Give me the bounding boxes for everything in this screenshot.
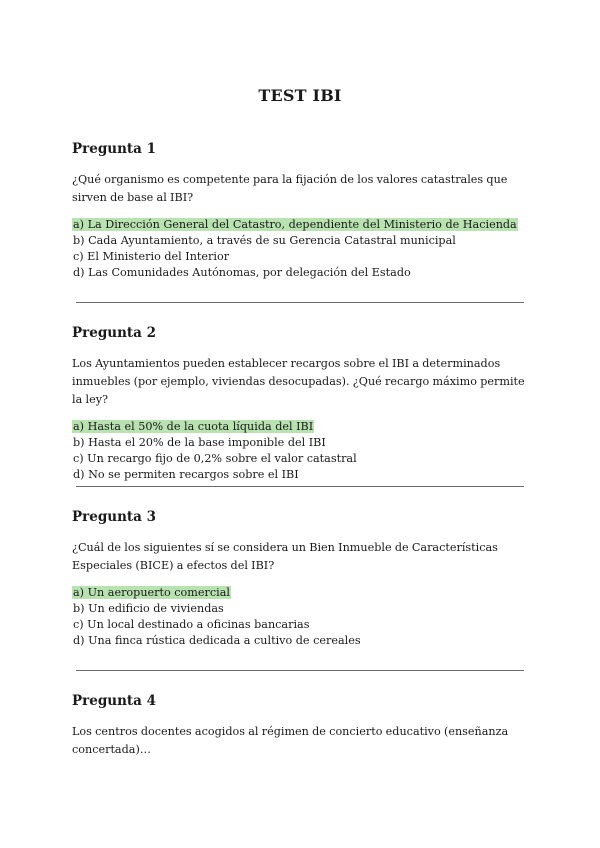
option-label: b) Un edificio de viviendas — [73, 602, 224, 615]
section-divider — [76, 486, 524, 487]
question-heading: Pregunta 4 — [72, 693, 156, 709]
question-4 — [72, 692, 528, 759]
question-1 — [72, 140, 528, 281]
option-c — [72, 617, 528, 633]
option-label: d) No se permiten recargos sobre el IBI — [73, 468, 299, 481]
question-3 — [72, 508, 528, 649]
option-label: b) Hasta el 20% de la base imponible del IBI — [73, 436, 326, 449]
option-a — [72, 585, 528, 601]
question-2 — [72, 324, 528, 483]
question-heading: Pregunta 2 — [72, 325, 156, 341]
option-c — [72, 451, 528, 467]
question-text: Los Ayuntamientos pueden establecer recargos sobre el IBI a determinados inmuebles (por ejemplo, viviendas desocupadas). ¿Qué recargo máximo permite la ley? — [72, 357, 525, 406]
question-text: ¿Cuál de los siguientes sí se considera un Bien Inmueble de Características Especiales (BICE) a efectos del IBI? — [72, 541, 498, 572]
option-b — [72, 233, 528, 249]
option-label: d) Una finca rústica dedicada a cultivo de cereales — [73, 634, 361, 647]
option-label: a) Un aeropuerto comercial — [73, 586, 230, 599]
page-title: TEST IBI — [258, 86, 342, 105]
option-b — [72, 601, 528, 617]
option-label: a) La Dirección General del Catastro, dependiente del Ministerio de Hacienda — [73, 218, 517, 231]
option-a — [72, 217, 528, 233]
section-divider — [76, 302, 524, 303]
option-label: c) Un local destinado a oficinas bancarias — [73, 618, 310, 631]
question-text: ¿Qué organismo es competente para la fijación de los valores catastrales que sirven de base al IBI? — [72, 173, 508, 204]
question-heading: Pregunta 3 — [72, 509, 156, 525]
option-d — [72, 467, 528, 483]
option-c — [72, 249, 528, 265]
option-label: b) Cada Ayuntamiento, a través de su Gerencia Catastral municipal — [73, 234, 456, 247]
option-label: c) El Ministerio del Interior — [73, 250, 230, 263]
option-a — [72, 419, 528, 435]
options-list — [72, 585, 528, 649]
option-label: c) Un recargo fijo de 0,2% sobre el valor catastral — [73, 452, 357, 465]
question-text: Los centros docentes acogidos al régimen de concierto educativo (enseñanza concertada)… — [72, 725, 509, 756]
option-b — [72, 435, 528, 451]
option-d — [72, 265, 528, 281]
option-label: d) Las Comunidades Autónomas, por delegación del Estado — [73, 266, 411, 279]
option-d — [72, 633, 528, 649]
options-list — [72, 419, 528, 483]
section-divider — [76, 670, 524, 671]
options-list — [72, 217, 528, 281]
option-label: a) Hasta el 50% de la cuota líquida del IBI — [73, 420, 314, 433]
question-heading: Pregunta 1 — [72, 141, 156, 157]
